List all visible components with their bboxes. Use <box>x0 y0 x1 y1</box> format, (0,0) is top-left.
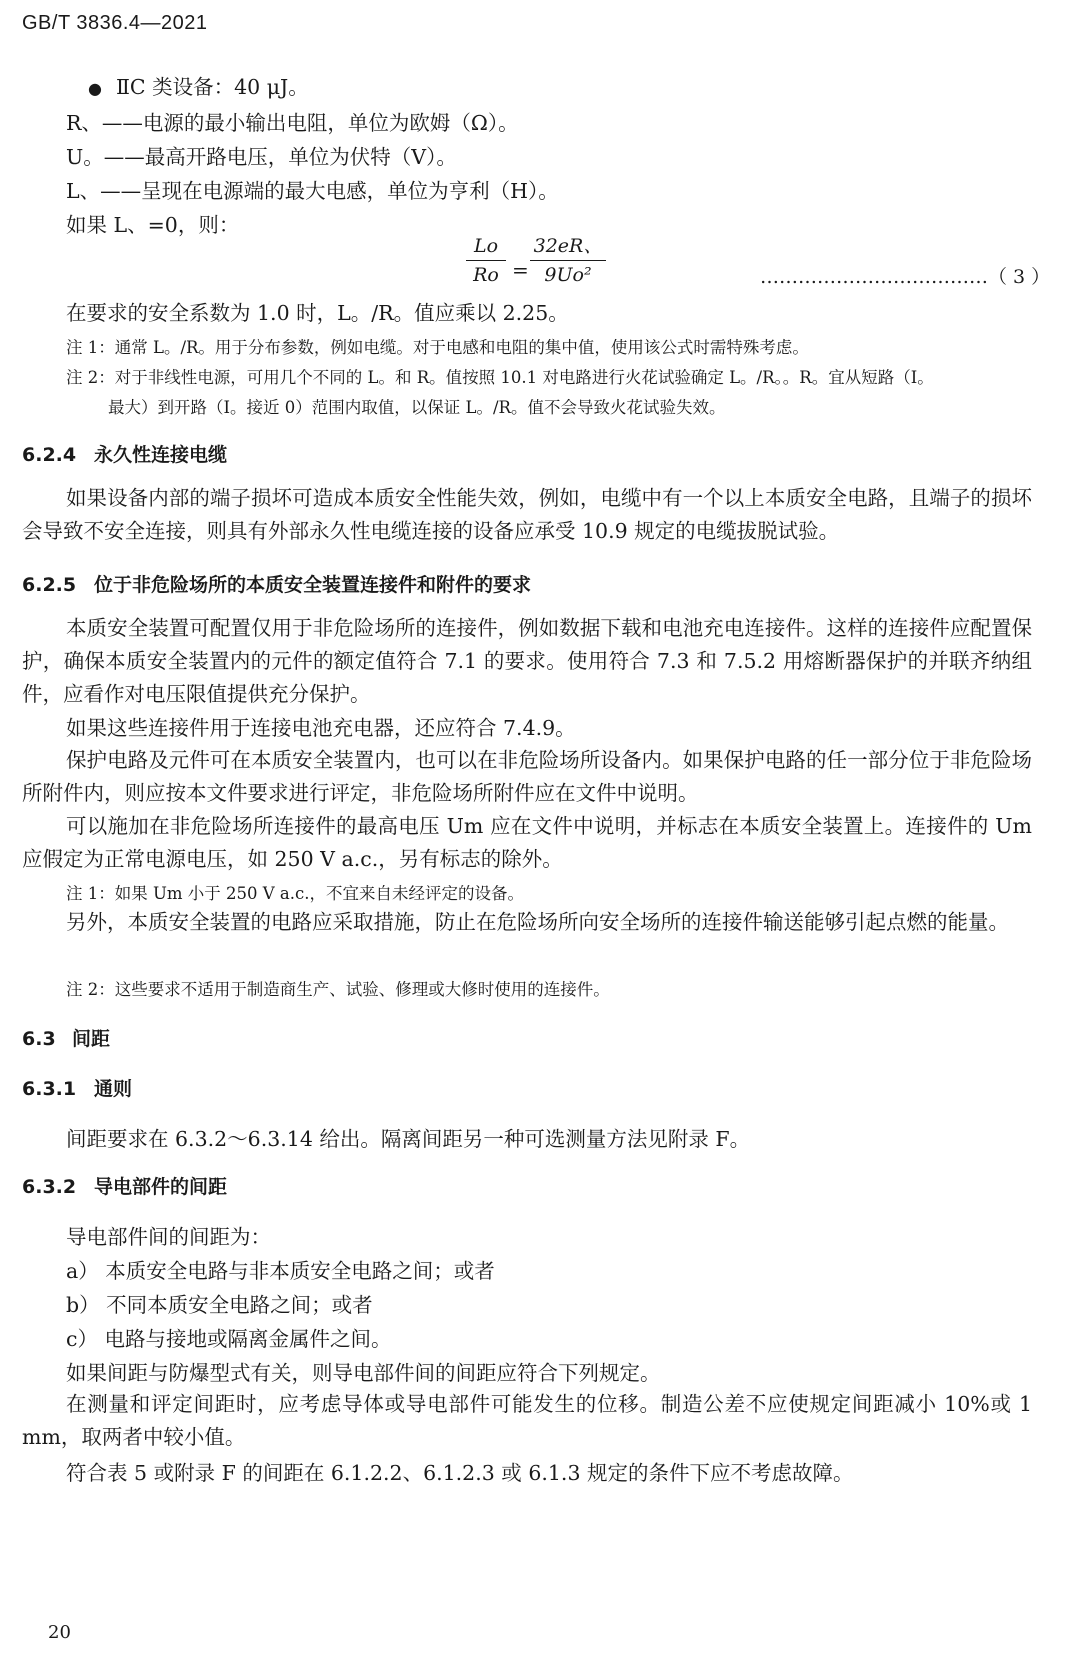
section-heading-6-3 <box>22 1024 110 1051</box>
paragraph: 如果这些连接件用于连接电池充电器，还应符合 7.4.9。 <box>66 716 576 740</box>
section-number: 6.3.1 <box>22 1078 77 1100</box>
section-title: 位于非危险场所的本质安全装置连接件和附件的要求 <box>94 574 532 596</box>
note-2: 注 2：这些要求不适用于制造商生产、试验、修理或大修时使用的连接件。 <box>66 980 610 999</box>
section-number: 6.3.2 <box>22 1176 77 1198</box>
equals-sign: = <box>512 258 529 282</box>
section-heading-6-3-2 <box>22 1172 227 1199</box>
equation-rhs <box>530 232 606 289</box>
paragraph: 可以施加在非危险场所连接件的最高电压 Um 应在文件中说明，并标志在本质安全装置上。连接件的 Um 应假定为正常电源电压，如 250 V a.c.，另有标志的除外。 <box>22 814 1032 871</box>
equation-rhs-numerator: 32eR、 <box>533 235 603 257</box>
condition-line: 如果 L、=0，则： <box>66 213 240 237</box>
paragraph: 间距要求在 6.3.2～6.3.14 给出。隔离间距另一种可选测量方法见附录 F。 <box>66 1127 751 1151</box>
section-heading-6-2-5 <box>22 570 531 597</box>
bullet-item-text: ⅡC 类设备：40 μJ。 <box>115 75 309 99</box>
note-1: 注 1：通常 L。/R。用于分布参数，例如电缆。对于电感和电阻的集中值，使用该公式时需特殊考虑。 <box>66 338 809 357</box>
paragraph: 本质安全装置可配置仅用于非危险场所的连接件，例如数据下载和电池充电连接件。这样的连接件应配置保护，确保本质安全装置内的元件的额定值符合 7.1 的要求。使用符合 7.3 和 7.5.2 用熔断器保护的并联齐纳组件，应看作对电压限值提供充分保护。 <box>22 616 1032 706</box>
safety-factor-line: 在要求的安全系数为 1.0 时，L。/R。值应乘以 2.25。 <box>66 301 569 325</box>
equation-lhs <box>466 232 506 289</box>
equation-rhs-denominator: 9Uo² <box>544 264 592 286</box>
section-title: 通则 <box>94 1078 133 1100</box>
definition-u: U。——最高开路电压，单位为伏特（V）。 <box>66 145 457 169</box>
paragraph: 如果设备内部的端子损坏可造成本质安全性能失效，例如，电缆中有一个以上本质安全电路，且端子的损坏会导致不安全连接，则具有外部永久性电缆连接的设备应承受 10.9 规定的电缆拔脱试验。 <box>22 486 1032 543</box>
definition-l: L、——呈现在电源端的最大电感，单位为亨利（H）。 <box>66 179 559 203</box>
equation-number: ………………………………（ 3 ） <box>760 266 1051 288</box>
list-item-b: b） 不同本质安全电路之间；或者 <box>66 1293 373 1317</box>
page-number: 20 <box>48 1622 71 1643</box>
note-1: 注 1：如果 Um 小于 250 V a.c.，不宜来自未经评定的设备。 <box>66 884 524 903</box>
definition-r: R、——电源的最小输出电阻，单位为欧姆（Ω）。 <box>66 111 519 135</box>
list-item-a: a） 本质安全电路与非本质安全电路之间；或者 <box>66 1259 495 1283</box>
standard-number: GB/T 3836.4—2021 <box>22 12 208 34</box>
section-title: 间距 <box>72 1028 111 1050</box>
paragraph: 如果间距与防爆型式有关，则导电部件间的间距应符合下列规定。 <box>66 1361 661 1385</box>
equation-lhs-numerator: Lo <box>473 235 499 257</box>
paragraph: 在测量和评定间距时，应考虑导体或导电部件可能发生的位移。制造公差不应使规定间距减小 10%或 1 mm，取两者中较小值。 <box>22 1392 1032 1449</box>
section-number: 6.3 <box>22 1028 56 1050</box>
section-title: 永久性连接电缆 <box>94 444 228 466</box>
section-heading-6-3-1 <box>22 1074 132 1101</box>
paragraph: 符合表 5 或附录 F 的间距在 6.1.2.2、6.1.2.3 或 6.1.3 规定的条件下应不考虑故障。 <box>66 1461 854 1485</box>
equation-lhs-denominator: Ro <box>473 264 499 286</box>
bullet-item <box>88 70 309 100</box>
section-number: 6.2.5 <box>22 574 77 596</box>
section-title: 导电部件的间距 <box>94 1176 228 1198</box>
paragraph: 保护电路及元件可在本质安全装置内，也可以在非危险场所设备内。如果保护电路的任一部分位于非危险场所附件内，则应按本文件要求进行评定，非危险场所附件应在文件中说明。 <box>22 748 1032 805</box>
note-2-line-2: 最大）到开路（I。接近 0）范围内取值，以保证 L。/R。值不会导致火花试验失效。 <box>108 398 726 417</box>
section-number: 6.2.4 <box>22 444 77 466</box>
bullet-icon: ● <box>88 79 102 98</box>
list-item-c: c） 电路与接地或隔离金属件之间。 <box>66 1327 392 1351</box>
paragraph: 另外，本质安全装置的电路应采取措施，防止在危险场所向安全场所的连接件输送能够引起点燃的能量。 <box>66 910 1009 934</box>
section-heading-6-2-4 <box>22 440 227 467</box>
paragraph: 导电部件间的间距为： <box>66 1225 271 1249</box>
note-2-line-1: 注 2：对于非线性电源，可用几个不同的 L。和 R。值按照 10.1 对电路进行火花试验确定 L。/R。。R。宜从短路（I。 <box>66 368 934 387</box>
